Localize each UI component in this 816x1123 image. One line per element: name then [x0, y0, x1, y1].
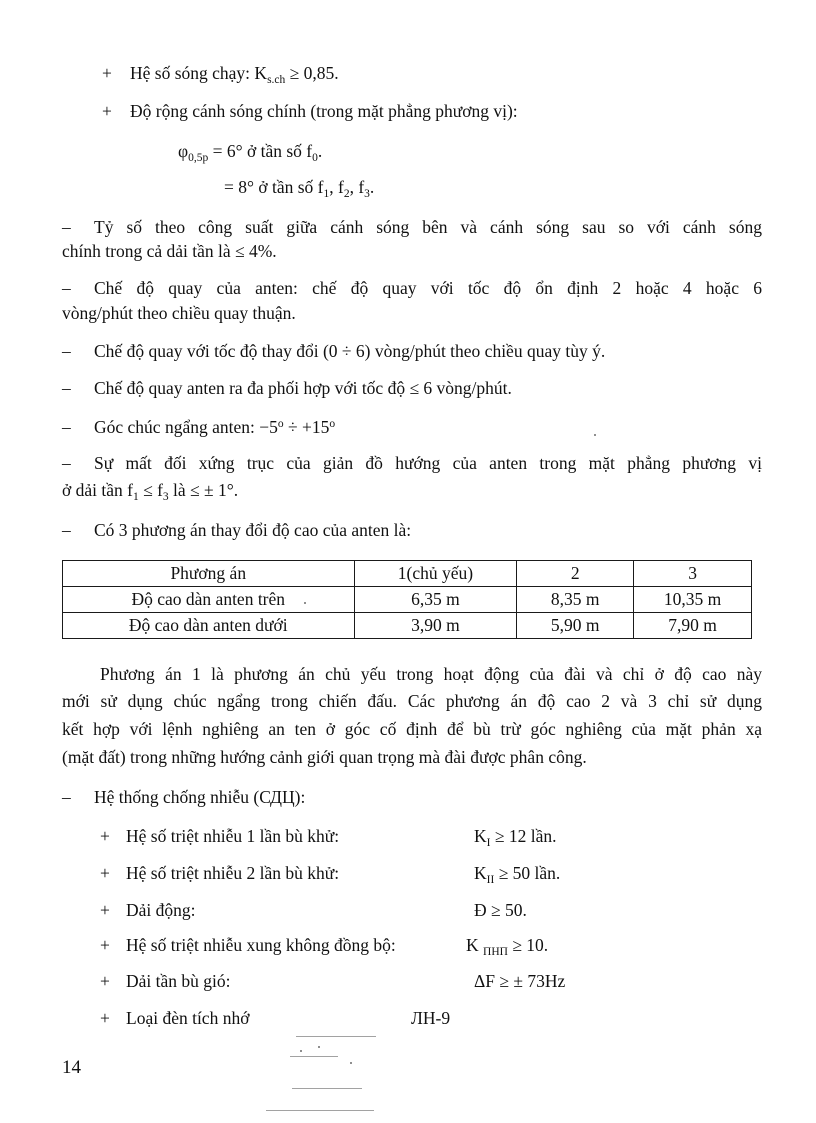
- dash-bullet: –: [62, 453, 71, 473]
- paragraph-line1: Phương án 1 là phương án chủ yếu trong hoạt động của đài và chỉ ở độ cao này: [100, 664, 762, 684]
- dash-bullet: –: [62, 341, 71, 361]
- interference-item: [100, 970, 565, 992]
- side-lobe-line1: [62, 216, 762, 238]
- antenna-height-table: [62, 560, 752, 639]
- table-cell: 3,90 m: [354, 613, 517, 639]
- item-label: Loại đèn tích nhớ: [126, 1008, 250, 1028]
- table-cell: 5,90 m: [517, 613, 634, 639]
- radar-coop-text: Chế độ quay anten ra đa phối hợp với tốc độ ≤ 6 vòng/phút.: [94, 378, 512, 398]
- f2-subscript: 2: [343, 188, 350, 200]
- paragraph-line3: kết hợp với lệnh nghiêng an ten ở góc cố định để bù trừ góc nghiêng của mặt phản xạ: [62, 719, 762, 739]
- table-cell: 8,35 m: [517, 587, 634, 613]
- dash-bullet: –: [62, 787, 71, 807]
- table-header-cell: Phương án: [63, 561, 355, 587]
- table-row: [63, 587, 752, 613]
- value-subscript: II: [486, 874, 495, 886]
- plus-bullet: +: [102, 63, 112, 83]
- run-ratio-label: Hệ số sóng chạy: K: [130, 63, 268, 83]
- phi-value-f0: = 6° ở tần số f: [208, 141, 313, 161]
- asym-text-c: là ≤ ± 1°.: [168, 480, 239, 500]
- radar-coop-item: [62, 377, 512, 399]
- rotation-line2: vòng/phút theo chiều quay thuận.: [62, 303, 296, 323]
- item-label: Hệ số triệt nhiễu 1 lần bù khử:: [126, 826, 340, 846]
- plus-bullet: +: [100, 935, 110, 955]
- plus-bullet: +: [102, 101, 112, 121]
- plus-bullet: +: [100, 971, 110, 991]
- tilt-range: ÷ +15: [283, 417, 330, 437]
- scan-noise: [300, 1050, 302, 1052]
- asymmetry-line1: [62, 452, 762, 474]
- spec-beam-width: [102, 100, 518, 122]
- interference-title-text: Hệ thống chống nhiễu (СДЦ):: [94, 787, 306, 807]
- scan-noise: [296, 1036, 376, 1037]
- dash-bullet: –: [62, 217, 71, 237]
- paragraph-line2: mới sử dụng chúc ngẩng trong chiến đấu. Các phương án độ cao 2 và 3 chỉ sử dụng: [62, 691, 762, 711]
- asymmetry-text: Sự mất đối xứng trục của giản đồ hướng của anten trong mặt phẳng phương vị: [94, 453, 762, 473]
- side-lobe-line2: chính trong cả dải tần là ≤ 4%.: [62, 241, 277, 261]
- run-ratio-value: ≥ 0,85.: [285, 63, 339, 83]
- beam-width-label: Độ rộng cánh sóng chính (trong mặt phẳng phương vị):: [130, 101, 518, 121]
- interference-item: [100, 899, 527, 921]
- phi-symbol: φ: [178, 141, 189, 161]
- table-cell: 6,35 m: [354, 587, 517, 613]
- f1-subscript: 1: [132, 491, 139, 503]
- item-value: K: [474, 863, 487, 883]
- side-lobe-text: Tỷ số theo công suất giữa cánh sóng bên và cánh sóng sau so với cánh sóng: [94, 217, 762, 237]
- beam-width-f123: [224, 176, 374, 205]
- asymmetry-line2: [62, 479, 238, 508]
- dash-bullet: –: [62, 520, 71, 540]
- plus-bullet: +: [100, 826, 110, 846]
- spec-run-ratio: [102, 62, 339, 91]
- interference-item: [100, 1007, 450, 1029]
- paragraph-line4: (mặt đất) trong những hướng cảnh giới quan trọng mà đài được phân công.: [62, 747, 587, 767]
- scan-noise: [292, 1088, 362, 1089]
- table-row: [63, 613, 752, 639]
- phi-subscript: 0,5p: [188, 152, 209, 164]
- plus-bullet: +: [100, 1008, 110, 1028]
- item-value: K: [474, 826, 487, 846]
- scan-noise: [304, 602, 306, 604]
- f3-subscript: 3: [162, 491, 169, 503]
- item-label: Dải tần bù gió:: [126, 971, 231, 991]
- tilt-item: [62, 413, 335, 438]
- sep: , f: [329, 177, 344, 197]
- interference-item: [100, 825, 556, 854]
- asym-text-a: ở dải tần f: [62, 480, 133, 500]
- beam-width-f0: [178, 140, 322, 169]
- sep: , f: [349, 177, 365, 197]
- phi-value-f123: = 8° ở tần số f: [224, 177, 324, 197]
- f0-subscript: 0: [312, 152, 318, 164]
- asym-text-b: ≤ f: [138, 480, 163, 500]
- value-subscript: I: [486, 837, 491, 849]
- dash-bullet: –: [62, 417, 71, 437]
- scan-noise: [594, 434, 596, 436]
- punct: .: [369, 177, 375, 197]
- value-rest: ≥ 50 lần.: [494, 863, 561, 883]
- interference-title: [62, 786, 305, 808]
- rotation-text: Chế độ quay của anten: chế độ quay với tốc độ ổn định 2 hoặc 4 hoặc 6: [94, 278, 762, 298]
- punct: .: [317, 141, 323, 161]
- table-cell: 10,35 m: [634, 587, 752, 613]
- run-ratio-subscript: s.ch: [267, 74, 286, 86]
- item-label: Hệ số triệt nhiễu xung không đồng bộ:: [126, 935, 396, 955]
- f3-subscript: 3: [364, 188, 370, 200]
- table-cell: Độ cao dàn anten dưới: [63, 613, 355, 639]
- item-label: Hệ số triệt nhiễu 2 lần bù khử:: [126, 863, 340, 883]
- interference-item: [100, 934, 548, 963]
- value-subscript: ПНП: [483, 946, 508, 958]
- page-number: 14: [62, 1057, 81, 1078]
- item-value: ЛН-9: [411, 1008, 451, 1028]
- rotation-line1: [62, 277, 762, 299]
- degree-sup: o: [329, 418, 336, 430]
- table-cell: 7,90 m: [634, 613, 752, 639]
- table-header-cell: 1(chủ yếu): [354, 561, 517, 587]
- scan-noise: [266, 1110, 374, 1111]
- table-header-cell: 3: [634, 561, 752, 587]
- f1-subscript: 1: [323, 188, 330, 200]
- item-value: ΔF ≥ ± 73Hz: [474, 971, 566, 991]
- plus-bullet: +: [100, 863, 110, 883]
- options-intro-item: [62, 519, 411, 541]
- variable-speed-text: Chế độ quay với tốc độ thay đổi (0 ÷ 6) vòng/phút theo chiều quay tùy ý.: [94, 341, 606, 361]
- scan-noise: [318, 1046, 320, 1048]
- scan-noise: [350, 1062, 352, 1064]
- scan-noise: [290, 1056, 338, 1057]
- item-value: K: [466, 935, 484, 955]
- degree-sup: o: [277, 418, 284, 430]
- interference-item: [100, 862, 560, 891]
- item-value: Đ ≥ 50.: [474, 900, 527, 920]
- tilt-text: Góc chúc ngẩng anten: −5: [94, 417, 278, 437]
- dash-bullet: –: [62, 378, 71, 398]
- options-intro-text: Có 3 phương án thay đổi độ cao của anten là:: [94, 520, 412, 540]
- value-rest: ≥ 10.: [507, 935, 549, 955]
- table-cell: Độ cao dàn anten trên: [63, 587, 355, 613]
- table-header-row: [63, 561, 752, 587]
- table-header-cell: 2: [517, 561, 634, 587]
- value-rest: ≥ 12 lần.: [490, 826, 557, 846]
- plus-bullet: +: [100, 900, 110, 920]
- item-label: Dải động:: [126, 900, 196, 920]
- dash-bullet: –: [62, 278, 71, 298]
- variable-speed-item: [62, 340, 605, 362]
